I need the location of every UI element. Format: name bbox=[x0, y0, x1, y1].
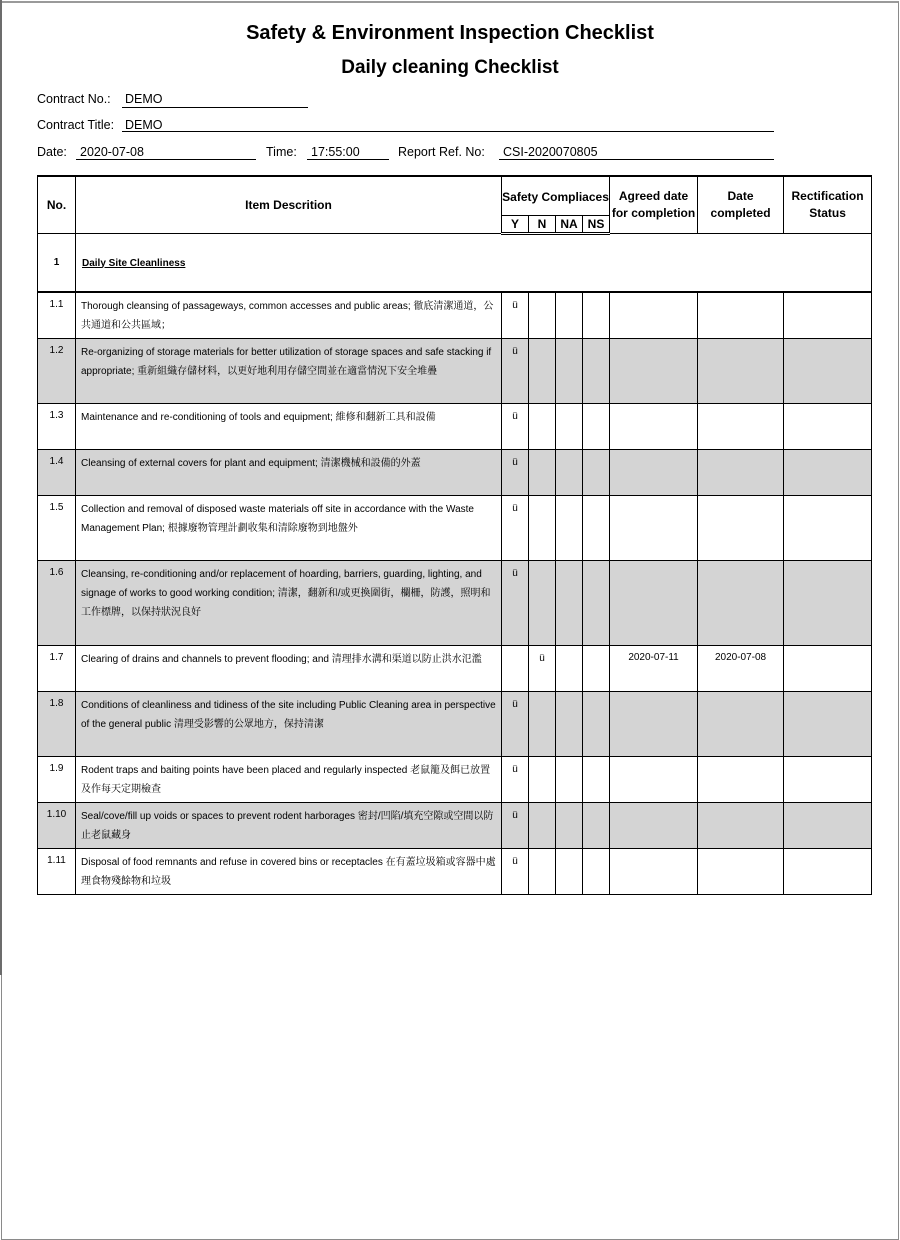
table-row bbox=[38, 646, 872, 692]
row-description: Disposal of food remnants and refuse in covered bins or receptacles 在有蓋垃圾箱或容器中處理食物殘餘物和垃圾 bbox=[76, 849, 502, 895]
row-ns-mark bbox=[583, 292, 610, 339]
table-row bbox=[38, 561, 872, 646]
row-date-completed bbox=[698, 849, 784, 895]
row-na-mark bbox=[556, 496, 583, 561]
row-n-mark bbox=[529, 803, 556, 849]
row-date-completed bbox=[698, 803, 784, 849]
row-agreed-date bbox=[610, 692, 698, 757]
checklist-table bbox=[37, 175, 872, 895]
header-na: NA bbox=[556, 216, 583, 234]
row-na-mark bbox=[556, 757, 583, 803]
time-label: Time: bbox=[266, 145, 297, 159]
header-safety-compliances: Safety Compliaces bbox=[502, 176, 610, 216]
date-underline bbox=[76, 159, 256, 160]
row-ns-mark bbox=[583, 450, 610, 496]
row-description: Thorough cleansing of passageways, common accesses and public areas; 徹底清潔通道，公共通道和公共區域； bbox=[76, 292, 502, 339]
row-n-mark bbox=[529, 496, 556, 561]
row-agreed-date bbox=[610, 561, 698, 646]
header-y: Y bbox=[502, 216, 529, 234]
row-no: 1.1 bbox=[38, 292, 76, 339]
row-agreed-date bbox=[610, 292, 698, 339]
row-date-completed bbox=[698, 692, 784, 757]
row-ns-mark bbox=[583, 404, 610, 450]
row-no: 1.2 bbox=[38, 339, 76, 404]
row-na-mark bbox=[556, 292, 583, 339]
row-rectification-status bbox=[784, 404, 872, 450]
header-ns: NS bbox=[583, 216, 610, 234]
row-agreed-date bbox=[610, 849, 698, 895]
section-row bbox=[38, 234, 872, 293]
row-agreed-date bbox=[610, 496, 698, 561]
row-date-completed bbox=[698, 292, 784, 339]
row-ns-mark bbox=[583, 849, 610, 895]
table-row bbox=[38, 404, 872, 450]
row-rectification-status bbox=[784, 292, 872, 339]
date-value: 2020-07-08 bbox=[80, 145, 144, 159]
header-date-completed: Date completed bbox=[698, 176, 784, 234]
row-rectification-status bbox=[784, 692, 872, 757]
row-na-mark bbox=[556, 646, 583, 692]
contract-no-value: DEMO bbox=[125, 92, 163, 106]
row-agreed-date bbox=[610, 404, 698, 450]
row-y-mark: ü bbox=[502, 496, 529, 561]
row-description: Clearing of drains and channels to prevent flooding; and 清理排水溝和渠道以防止洪水氾濫 bbox=[76, 646, 502, 692]
row-na-mark bbox=[556, 339, 583, 404]
table-row bbox=[38, 450, 872, 496]
row-no: 1.9 bbox=[38, 757, 76, 803]
row-no: 1.10 bbox=[38, 803, 76, 849]
header-item-description: Item Descrition bbox=[76, 176, 502, 234]
row-ns-mark bbox=[583, 692, 610, 757]
row-y-mark: ü bbox=[502, 404, 529, 450]
header-agreed-date: Agreed date for completion bbox=[610, 176, 698, 234]
row-description: Re-organizing of storage materials for better utilization of storage spaces and safe stacking if appropriate; 重新組織存儲材料，以更好地利用存儲空間並在適當情況下安全堆疊 bbox=[76, 339, 502, 404]
row-no: 1.3 bbox=[38, 404, 76, 450]
row-description: Rodent traps and baiting points have been placed and regularly inspected 老鼠籠及餌已放置及作每天定期檢查 bbox=[76, 757, 502, 803]
row-ns-mark bbox=[583, 646, 610, 692]
row-date-completed bbox=[698, 339, 784, 404]
row-description: Conditions of cleanliness and tidiness of the site including Public Cleaning area in perspective of the general public 清理受影響的公眾地方，保持清潔 bbox=[76, 692, 502, 757]
row-n-mark bbox=[529, 292, 556, 339]
table-row bbox=[38, 692, 872, 757]
contract-title-underline bbox=[122, 131, 774, 132]
row-no: 1.5 bbox=[38, 496, 76, 561]
row-no: 1.4 bbox=[38, 450, 76, 496]
date-label: Date: bbox=[37, 145, 67, 159]
row-rectification-status bbox=[784, 757, 872, 803]
row-y-mark: ü bbox=[502, 450, 529, 496]
row-rectification-status bbox=[784, 339, 872, 404]
row-rectification-status bbox=[784, 561, 872, 646]
row-description: Seal/cove/fill up voids or spaces to prevent rodent harborages 密封/凹陷/填充空隙或空間以防止老鼠藏身 bbox=[76, 803, 502, 849]
report-ref-underline bbox=[499, 159, 774, 160]
row-n-mark bbox=[529, 339, 556, 404]
row-date-completed bbox=[698, 404, 784, 450]
row-na-mark bbox=[556, 450, 583, 496]
header-no: No. bbox=[38, 176, 76, 234]
row-rectification-status bbox=[784, 803, 872, 849]
table-row bbox=[38, 339, 872, 404]
row-y-mark: ü bbox=[502, 849, 529, 895]
row-n-mark: ü bbox=[529, 646, 556, 692]
row-n-mark bbox=[529, 450, 556, 496]
header-n: N bbox=[529, 216, 556, 234]
row-y-mark: ü bbox=[502, 692, 529, 757]
row-description: Cleansing of external covers for plant and equipment; 清潔機械和設備的外蓋 bbox=[76, 450, 502, 496]
row-na-mark bbox=[556, 404, 583, 450]
row-rectification-status bbox=[784, 450, 872, 496]
row-n-mark bbox=[529, 561, 556, 646]
row-ns-mark bbox=[583, 757, 610, 803]
report-ref-label: Report Ref. No: bbox=[398, 145, 485, 159]
row-ns-mark bbox=[583, 339, 610, 404]
contract-no-label: Contract No.: bbox=[37, 92, 111, 106]
table-row bbox=[38, 292, 872, 339]
table-row bbox=[38, 496, 872, 561]
row-date-completed bbox=[698, 757, 784, 803]
row-ns-mark bbox=[583, 561, 610, 646]
time-value: 17:55:00 bbox=[311, 145, 360, 159]
page-edge-marker bbox=[0, 0, 2, 975]
row-rectification-status bbox=[784, 849, 872, 895]
document-title: Safety & Environment Inspection Checklist bbox=[246, 22, 654, 44]
row-ns-mark bbox=[583, 496, 610, 561]
row-ns-mark bbox=[583, 803, 610, 849]
row-na-mark bbox=[556, 692, 583, 757]
row-description: Collection and removal of disposed waste materials off site in accordance with the Waste Management Plan; 根據廢物管理計劃收集和清除廢物到地盤外 bbox=[76, 496, 502, 561]
row-no: 1.8 bbox=[38, 692, 76, 757]
row-date-completed bbox=[698, 561, 784, 646]
row-description: Maintenance and re-conditioning of tools and equipment; 維修和翻新工具和設備 bbox=[76, 404, 502, 450]
row-agreed-date bbox=[610, 339, 698, 404]
row-n-mark bbox=[529, 849, 556, 895]
document-subtitle: Daily cleaning Checklist bbox=[341, 57, 559, 78]
section-title: Daily Site Cleanliness bbox=[76, 234, 872, 293]
header-rectification-status: Rectification Status bbox=[784, 176, 872, 234]
row-y-mark: ü bbox=[502, 757, 529, 803]
row-y-mark: ü bbox=[502, 339, 529, 404]
checklist-rows bbox=[38, 292, 872, 895]
row-y-mark: ü bbox=[502, 803, 529, 849]
row-agreed-date bbox=[610, 803, 698, 849]
row-na-mark bbox=[556, 849, 583, 895]
row-na-mark bbox=[556, 803, 583, 849]
row-rectification-status bbox=[784, 646, 872, 692]
row-no: 1.7 bbox=[38, 646, 76, 692]
row-no: 1.6 bbox=[38, 561, 76, 646]
table-row bbox=[38, 803, 872, 849]
row-agreed-date bbox=[610, 450, 698, 496]
contract-title-label: Contract Title: bbox=[37, 118, 115, 132]
table-row bbox=[38, 757, 872, 803]
contract-no-underline bbox=[122, 107, 308, 108]
row-date-completed: 2020-07-08 bbox=[698, 646, 784, 692]
row-agreed-date bbox=[610, 757, 698, 803]
row-agreed-date: 2020-07-11 bbox=[610, 646, 698, 692]
row-na-mark bbox=[556, 561, 583, 646]
report-ref-value: CSI-2020070805 bbox=[503, 145, 598, 159]
section-no: 1 bbox=[38, 234, 76, 293]
row-n-mark bbox=[529, 692, 556, 757]
time-underline bbox=[307, 159, 389, 160]
row-y-mark: ü bbox=[502, 561, 529, 646]
contract-title-value: DEMO bbox=[125, 118, 163, 132]
row-n-mark bbox=[529, 757, 556, 803]
table-row bbox=[38, 849, 872, 895]
row-y-mark: ü bbox=[502, 292, 529, 339]
row-rectification-status bbox=[784, 496, 872, 561]
row-y-mark bbox=[502, 646, 529, 692]
row-n-mark bbox=[529, 404, 556, 450]
row-date-completed bbox=[698, 450, 784, 496]
row-date-completed bbox=[698, 496, 784, 561]
row-no: 1.11 bbox=[38, 849, 76, 895]
row-description: Cleansing, re-conditioning and/or replacement of hoarding, barriers, guarding, lighting, and signage of works to good working condition; 清潔，翻新和/或更換圍街，欄柵，防護，照明和工作標牌，以保持狀況良好 bbox=[76, 561, 502, 646]
